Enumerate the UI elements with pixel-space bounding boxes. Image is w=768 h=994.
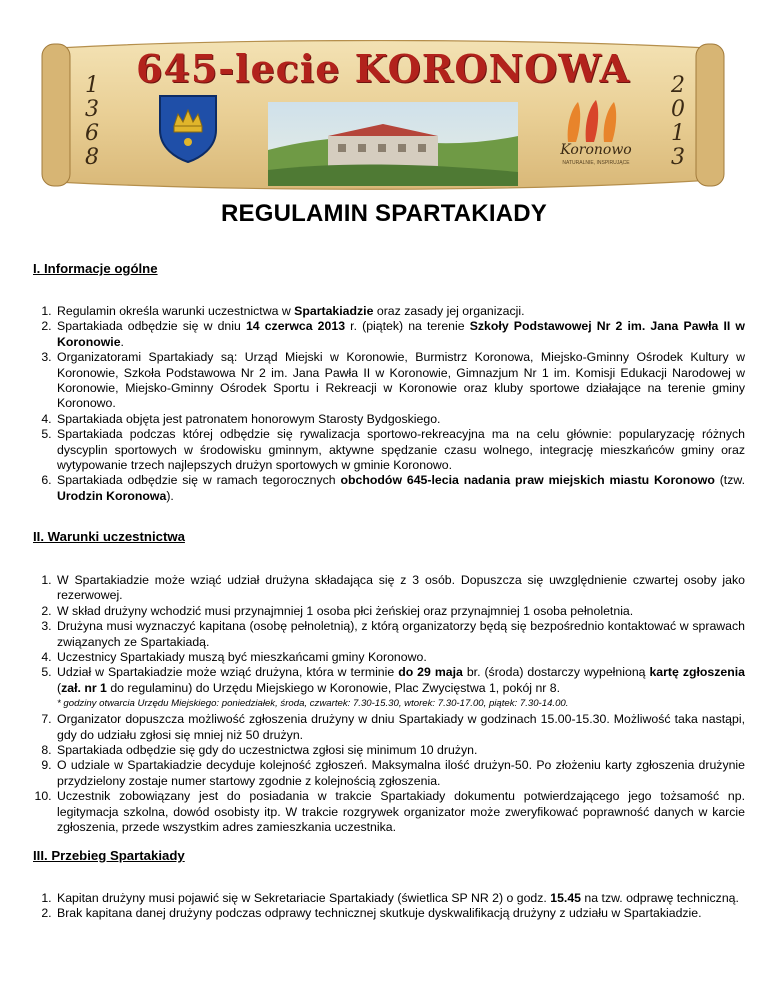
- year-right: 2 0 1 3: [671, 73, 685, 170]
- banner-title: 645-lecie KORONOWA: [135, 46, 631, 91]
- list-item: 7. Organizator dopuszcza możliwość zgłoszenia drużyny w dniu Spartakiady w godzinach 15.00-15.30. Możliwość taka nastąpi, gdy do udziału zgłosi się mniej niż 50 drużyn.: [55, 712, 745, 743]
- list-item: 10. Uczestnik zobowiązany jest do posiadania w trakcie Spartakiady dokumentu potwierdzającego jego tożsamość np. legitymacja szkolna, dowód osobisty itp. W trakcie rozgrywek organizator może zweryfikować poprawność danych w karcie zgłoszenia, przede wszystkim adres zamieszkania uczestnika.: [55, 789, 745, 835]
- list-item: 5. Udział w Spartakiadzie może wziąć drużyna, która w terminie do 29 maja br. (środa) dostarczy wypełnioną kartę zgłoszenia (zał. nr 1 do regulaminu) do Urzędu Miejskiego w Koronowie, Plac Zwycięstwa 1, pokój nr 8.: [55, 665, 745, 696]
- banner: [38, 40, 728, 192]
- brand-name: Koronowo: [560, 142, 632, 158]
- opening-hours-note: * godziny otwarcia Urzędu Miejskiego: poniedziałek, środa, czwartek: 7.30-15.30, wtorek: 7.30-17.00, piątek: 7.30-14.00.: [57, 698, 569, 710]
- list-item: 2. Spartakiada odbędzie się w dniu 14 czerwca 2013 r. (piątek) na terenie Szkoły Podstawowej Nr 2 im. Jana Pawła II w Koronowie.: [55, 319, 745, 350]
- list-item: 3. Organizatorami Spartakiady są: Urząd Miejski w Koronowie, Burmistrz Koronowa, Miejsko-Gminny Ośrodek Kultury w Koronowie, Szkoła Podstawowa Nr 2 im. Jana Pawła II w Koronowie, Gimnazjum Nr 1 im. Komisji Edukacji Narodowej w Koronowie, Miejsko-Gminny Ośrodek Sportu i Rekreacji w Koronowie oraz kluby sportowe działające na terenie gminy Koronowo.: [55, 350, 745, 412]
- list-item: 1. Kapitan drużyny musi pojawić się w Sekretariacie Spartakiady (świetlica SP NR 2) o godz. 15.45 na tzw. odprawę techniczną.: [55, 891, 745, 906]
- list-item: 1. Regulamin określa warunki uczestnictwa w Spartakiadzie oraz zasady jej organizacji.: [55, 304, 745, 319]
- section-list-informacje: [33, 304, 745, 504]
- section-list-przebieg: [33, 891, 745, 922]
- section-heading-informacje: I. Informacje ogólne: [33, 261, 158, 276]
- list-item: 2. Brak kapitana danej drużyny podczas odprawy technicznej skutkuje dyskwalifikacją drużyny z udziału w Spartakiadzie.: [55, 906, 745, 921]
- list-item: 5. Spartakiada podczas której odbędzie się rywalizacja sportowo-rekreacyjna ma na celu głównie: popularyzację różnych dyscyplin sportowych w środowisku gminnym, aktywne spędzanie czasu wolnego, integrację mieszkańców gminy oraz wytypowanie trzech najlepszych drużyn sportowych w gminie Koronowo.: [55, 427, 745, 473]
- section-heading-warunki: II. Warunki uczestnictwa: [33, 529, 185, 544]
- section-heading-przebieg: III. Przebieg Spartakiady: [33, 848, 185, 863]
- list-item: 4. Uczestnicy Spartakiady muszą być mieszkańcami gminy Koronowo.: [55, 650, 745, 665]
- section-list-warunki: [33, 573, 745, 836]
- coat-of-arms-icon: [156, 92, 220, 164]
- list-item: 4. Spartakiada objęta jest patronatem honorowym Starosty Bydgoskiego.: [55, 412, 745, 427]
- list-item: 8. Spartakiada odbędzie się gdy do uczestnictwa zgłosi się minimum 10 drużyn.: [55, 743, 745, 758]
- list-item: 9. O udziale w Spartakiadzie decyduje kolejność zgłoszeń. Maksymalna ilość drużyn-50. Po złożeniu karty zgłoszenia drużynie przydzielony zostaje numer startowy zgodnie z kolejnością zgłoszenia.: [55, 758, 745, 789]
- list-item: 3. Drużyna musi wyznaczyć kapitana (osobę pełnoletnią), z którą organizatorzy będą się bezpośrednio kontaktować w sprawach związanych ze Spartakiadą.: [55, 619, 745, 650]
- brand-tagline: NATURALNIE, INSPIRUJĄCE: [562, 160, 630, 166]
- koronowo-logo-icon: [556, 96, 636, 146]
- list-item: 2. W skład drużyny wchodzić musi przynajmniej 1 osoba płci żeńskiej oraz przynajmniej 1 osoba pełnoletnia.: [55, 604, 745, 619]
- year-left: 1 3 6 8: [85, 73, 99, 170]
- document-title: REGULAMIN SPARTAKIADY: [221, 200, 547, 227]
- list-item: 1. W Spartakiadzie może wziąć udział drużyna składająca się z 3 osób. Dopuszcza się uwzględnienie czwartej osoby jako rezerwowej.: [55, 573, 745, 604]
- list-item: 6. Spartakiada odbędzie się w ramach tegorocznych obchodów 645-lecia nadania praw miejskich miastu Koronowo (tzw. Urodzin Koronowa).: [55, 473, 745, 504]
